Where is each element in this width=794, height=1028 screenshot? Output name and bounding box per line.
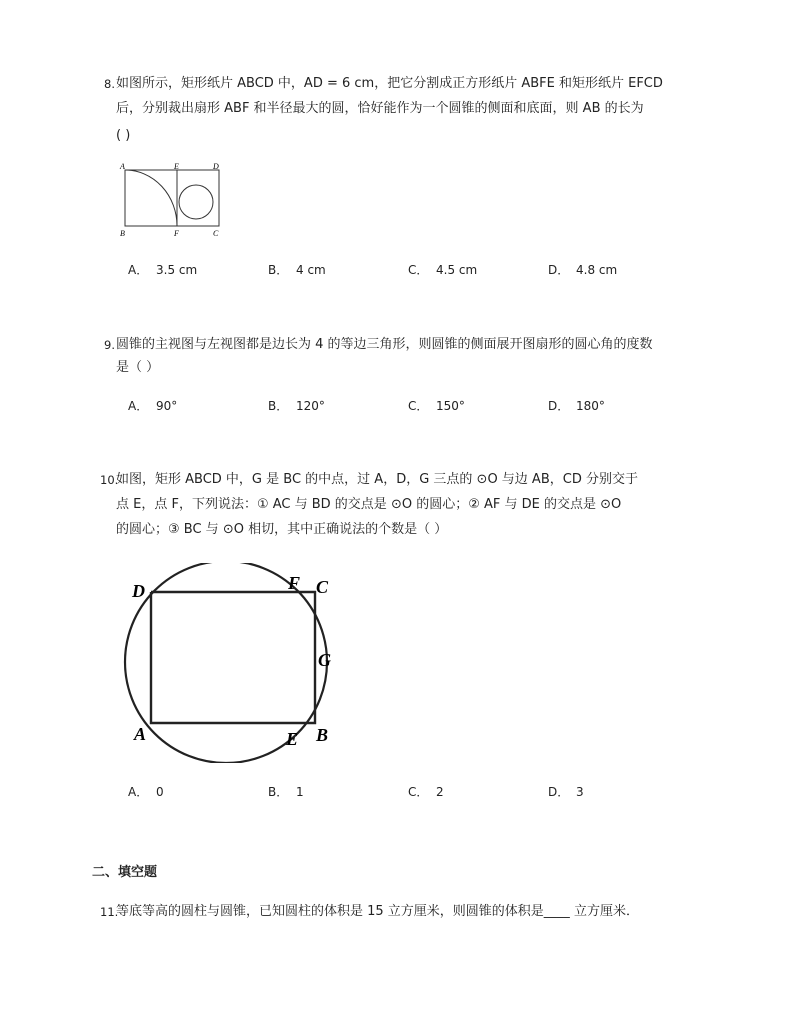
question-9-option-a[interactable] (128, 397, 177, 415)
q10-rectangle-abcd (151, 592, 315, 723)
option-key: C． (408, 263, 429, 277)
q8-inscribed-circle (179, 185, 213, 219)
question-8-line-3: ( ) (116, 128, 131, 143)
q8-label-e: E (174, 162, 179, 171)
question-9-option-d[interactable] (548, 397, 605, 415)
q8-label-c: C (213, 229, 219, 238)
q8-rectangle-abcd (125, 170, 219, 226)
question-10-number: 10. (100, 473, 119, 487)
option-text: 180° (576, 399, 605, 413)
option-text: 4.8 cm (576, 263, 618, 277)
option-key: D． (548, 263, 570, 277)
question-10-option-a[interactable] (128, 783, 164, 801)
q10-label-e: E (286, 729, 299, 749)
option-key: D． (548, 399, 570, 413)
option-key: D． (548, 785, 570, 799)
q10-label-a: A (134, 724, 147, 744)
question-11-number: 11. (100, 905, 119, 919)
option-text: 2 (436, 785, 444, 799)
option-text: 120° (296, 399, 325, 413)
q8-label-d: D (213, 162, 219, 171)
q10-label-f: F (288, 573, 301, 593)
option-text: 90° (156, 399, 178, 413)
section-title-fill-in: 二、填空题 (92, 865, 158, 880)
question-10-option-c[interactable] (408, 783, 444, 801)
question-10-line-3: 的圆心；③ BC 与 ⊙O 相切，其中正确说法的个数是（ ） (116, 522, 448, 537)
question-11-text: 等底等高的圆柱与圆锥，已知圆柱的体积是 15 立方厘米，则圆锥的体积是____ 立方厘米． (116, 904, 639, 919)
q10-label-g: G (318, 650, 331, 670)
q10-label-b: B (316, 725, 329, 745)
option-text: 1 (296, 785, 304, 799)
option-key: C． (408, 785, 429, 799)
question-10-line-1: 如图，矩形 ABCD 中，G 是 BC 的中点，过 A，D，G 三点的 ⊙O 与边 AB，CD 分别交于 (116, 472, 638, 487)
question-8-line-2: 后，分别裁出扇形 ABF 和半径最大的圆，恰好能作为一个圆锥的侧面和底面，则 AB 的长为 (116, 101, 644, 116)
question-9-number: 9. (104, 338, 115, 352)
question-9-option-c[interactable] (408, 397, 465, 415)
option-text: 150° (436, 399, 465, 413)
q8-label-a: A (120, 162, 125, 171)
question-9-option-b[interactable] (268, 397, 325, 415)
question-8-option-d[interactable] (548, 261, 617, 279)
option-text: 4 cm (296, 263, 326, 277)
option-key: C． (408, 399, 429, 413)
option-key: B． (268, 399, 289, 413)
question-8-line-1: 如图所示，矩形纸片 ABCD 中，AD = 6 cm，把它分割成正方形纸片 ABFE 和矩形纸片 EFCD (116, 76, 663, 91)
question-9-line-2: 是（ ） (116, 360, 160, 375)
option-key: B． (268, 263, 289, 277)
question-8-number: 8. (104, 77, 115, 91)
option-key: A． (128, 399, 149, 413)
option-text: 3.5 cm (156, 263, 198, 277)
question-9-line-1: 圆锥的主视图与左视图都是边长为 4 的等边三角形，则圆锥的侧面展开图扇形的圆心角的度数 (116, 337, 653, 352)
question-8-option-a[interactable] (128, 261, 197, 279)
q10-label-c: C (316, 577, 329, 597)
q8-sector-arc-abf (125, 170, 177, 226)
question-8-figure (116, 158, 226, 242)
question-8-option-c[interactable] (408, 261, 477, 279)
question-10-line-2: 点 E，点 F，下列说法：① AC 与 BD 的交点是 ⊙O 的圆心；② AF 与 DE 的交点是 ⊙O (116, 497, 622, 512)
question-10-figure (118, 563, 358, 763)
option-text: 4.5 cm (436, 263, 478, 277)
q8-label-b: B (120, 229, 125, 238)
question-10-option-d[interactable] (548, 783, 584, 801)
q8-label-f: F (174, 229, 179, 238)
option-key: A． (128, 263, 149, 277)
option-text: 0 (156, 785, 164, 799)
option-key: B． (268, 785, 289, 799)
q10-label-d: D (132, 581, 145, 601)
option-text: 3 (576, 785, 584, 799)
question-10-option-b[interactable] (268, 783, 304, 801)
question-8-option-b[interactable] (268, 261, 326, 279)
option-key: A． (128, 785, 149, 799)
